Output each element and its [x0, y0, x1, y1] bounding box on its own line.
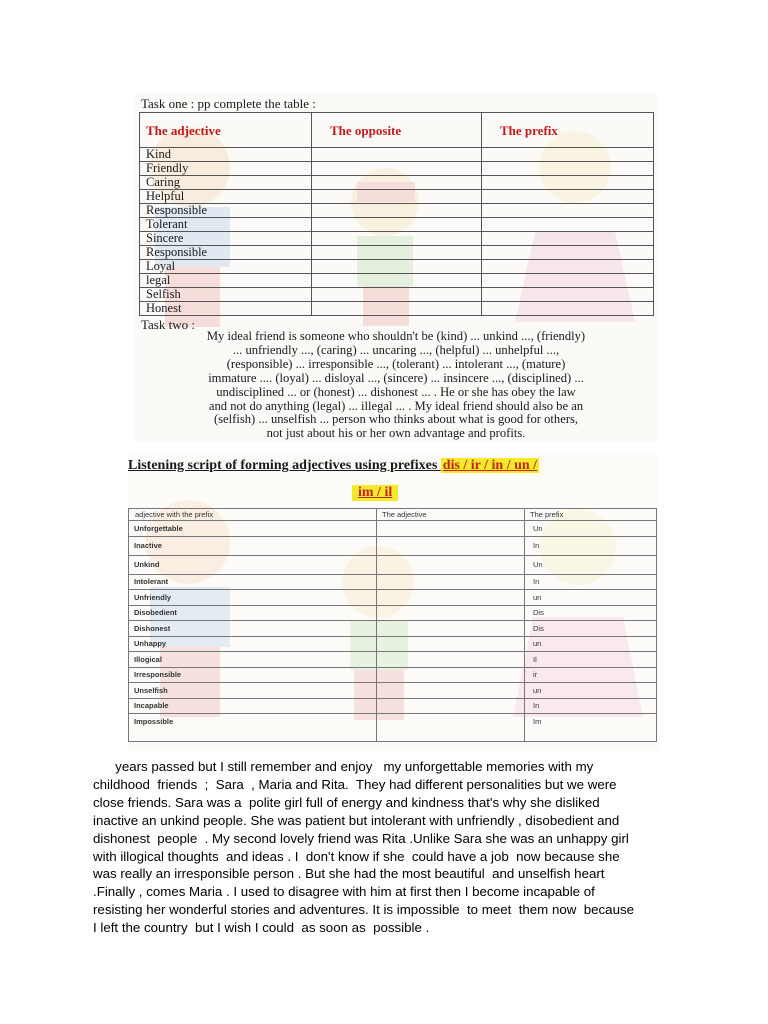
- story-line: dishonest people . My second lovely friend was Rita .Unlike Sara she was an unhappy girl: [93, 830, 629, 846]
- prefix-cell[interactable]: [482, 148, 654, 162]
- prefix-cell: Il: [525, 652, 657, 668]
- prefix-cell[interactable]: [482, 232, 654, 246]
- table-row: [140, 162, 654, 176]
- table-row: [129, 714, 657, 742]
- table-row: [140, 190, 654, 204]
- prefix-cell[interactable]: [482, 302, 654, 316]
- task-two-line: undisciplined ... or (honest) ... dishonest ... . He or she has obey the law: [216, 384, 576, 399]
- story-line: childhood friends ; Sara , Maria and Rita. They had different personalities but we were: [93, 776, 617, 792]
- prefix-cell[interactable]: [482, 218, 654, 232]
- table-row: [140, 148, 654, 162]
- table-row: [129, 521, 657, 537]
- table-row: [140, 288, 654, 302]
- adjective-cell[interactable]: [377, 667, 525, 683]
- table-row: [129, 574, 657, 590]
- task-two-line: and not do anything (legal) ... illegal ... . My ideal friend should also be an: [208, 398, 584, 413]
- prefix-cell[interactable]: [482, 176, 654, 190]
- opposite-cell[interactable]: [312, 148, 482, 162]
- task-two-line: (selfish) ... unselfish ... person who thinks about what is good for others,: [213, 412, 579, 427]
- adjective-cell: Kind: [140, 148, 312, 162]
- header-adjective-with-prefix: adjective with the prefix: [129, 509, 377, 521]
- word-cell: Illogical: [129, 652, 377, 668]
- prefix-cell: Im: [525, 714, 657, 742]
- prefix-cell: Dis: [525, 605, 657, 621]
- opposite-cell[interactable]: [312, 204, 482, 218]
- story-line: close friends. Sara was a polite girl full of energy and kindness that's why she disliked: [93, 794, 600, 810]
- task-two-line: immature .... (loyal) ... disloyal ..., (sincere) ... insincere ..., (disciplined) ...: [208, 370, 584, 385]
- opposite-cell[interactable]: [312, 288, 482, 302]
- prefix-cell[interactable]: [482, 288, 654, 302]
- table-row: [129, 536, 657, 555]
- task-one-title: Task one : pp complete the table :: [141, 96, 316, 111]
- word-cell: Intolerant: [129, 574, 377, 590]
- listening-script-scan: [128, 452, 658, 750]
- prefix-cell[interactable]: [482, 162, 654, 176]
- header-the-adjective: The adjective: [377, 509, 525, 521]
- task-two-line: not just about his or her own advantage and profits.: [266, 426, 526, 441]
- opposite-cell[interactable]: [312, 162, 482, 176]
- opposite-cell[interactable]: [312, 302, 482, 316]
- table-row: [129, 652, 657, 668]
- table-row: [140, 274, 654, 288]
- listening-script-title: Listening script of forming adjectives using prefixes dis / ir / in / un /: [128, 458, 538, 473]
- word-cell: Unfriendly: [129, 590, 377, 606]
- table-row: [140, 232, 654, 246]
- word-cell: Irresponsible: [129, 667, 377, 683]
- adjective-cell[interactable]: [377, 683, 525, 699]
- story-line: inactive an unkind people. She was patient but intolerant with unfriendly , disobedient and: [93, 812, 620, 828]
- task-two-text: [139, 330, 653, 441]
- story-paragraph: [93, 758, 683, 937]
- word-cell: Disobedient: [129, 605, 377, 621]
- opposite-cell[interactable]: [312, 274, 482, 288]
- story-line: with illogical thoughts and ideas . I don't know if she could have a job now because she: [93, 848, 620, 864]
- task-two-label: Task two :: [141, 317, 195, 332]
- opposite-cell[interactable]: [312, 190, 482, 204]
- word-cell: Unforgettable: [129, 521, 377, 537]
- prefix-cell: Un: [525, 555, 657, 574]
- story-line: resisting her wonderful stories and adventures. It is impossible to meet them now because: [93, 902, 635, 918]
- adjective-cell: Helpful: [140, 190, 312, 204]
- prefix-cell: ir: [525, 667, 657, 683]
- prefix-cell: un: [525, 590, 657, 606]
- adjective-cell[interactable]: [377, 605, 525, 621]
- adjective-cell[interactable]: [377, 574, 525, 590]
- table-row: [140, 246, 654, 260]
- word-cell: Incapable: [129, 698, 377, 714]
- table-row: [129, 590, 657, 606]
- word-cell: Inactive: [129, 536, 377, 555]
- table-row: [140, 302, 654, 316]
- adjective-cell[interactable]: [377, 521, 525, 537]
- adjective-cell: Loyal: [140, 260, 312, 274]
- task-two-line: My ideal friend is someone who shouldn't be (kind) ... unkind ..., (friendly): [206, 329, 586, 343]
- table-row: [129, 698, 657, 714]
- adjective-cell: Responsible: [140, 246, 312, 260]
- header-adjective: The adjective: [140, 113, 312, 148]
- adjective-cell: Caring: [140, 176, 312, 190]
- adjective-cell: Honest: [140, 302, 312, 316]
- prefix-cell: In: [525, 536, 657, 555]
- prefix-cell[interactable]: [482, 204, 654, 218]
- adjective-cell[interactable]: [377, 590, 525, 606]
- opposite-cell[interactable]: [312, 260, 482, 274]
- adjective-cell[interactable]: [377, 714, 525, 742]
- table-row: [140, 176, 654, 190]
- adjective-cell: Selfish: [140, 288, 312, 302]
- adjective-cell[interactable]: [377, 555, 525, 574]
- task-one-table: [139, 112, 654, 316]
- adjective-cell: Responsible: [140, 204, 312, 218]
- table-row: [129, 667, 657, 683]
- table-row: [140, 204, 654, 218]
- adjective-cell[interactable]: [377, 536, 525, 555]
- prefix-cell[interactable]: [482, 274, 654, 288]
- table-row: [129, 555, 657, 574]
- opposite-cell[interactable]: [312, 218, 482, 232]
- listening-table: [128, 508, 657, 742]
- prefix-cell: In: [525, 698, 657, 714]
- adjective-cell: Sincere: [140, 232, 312, 246]
- word-cell: Impossible: [129, 714, 377, 742]
- adjective-cell: legal: [140, 274, 312, 288]
- table-row: [129, 683, 657, 699]
- header-prefix: The prefix: [482, 113, 654, 148]
- opposite-cell[interactable]: [312, 246, 482, 260]
- prefix-cell: un: [525, 636, 657, 652]
- word-cell: Unhappy: [129, 636, 377, 652]
- opposite-cell[interactable]: [312, 176, 482, 190]
- adjective-cell[interactable]: [377, 652, 525, 668]
- story-line: I left the country but I wish I could as soon as possible .: [93, 920, 430, 936]
- table-row: [140, 218, 654, 232]
- adjective-cell[interactable]: [377, 636, 525, 652]
- task-two-line: (responsible) ... irresponsible ..., (tolerant) ... intolerant ..., (mature): [226, 356, 566, 371]
- table-row: [129, 605, 657, 621]
- prefix-cell: Un: [525, 521, 657, 537]
- table-row: [129, 636, 657, 652]
- word-cell: Dishonest: [129, 621, 377, 637]
- prefix-cell[interactable]: [482, 190, 654, 204]
- opposite-cell[interactable]: [312, 232, 482, 246]
- prefix-cell[interactable]: [482, 260, 654, 274]
- adjective-cell[interactable]: [377, 698, 525, 714]
- story-line: was really an irresponsible person . But she had the most beautiful and unselfish heart: [93, 866, 605, 882]
- story-line: .Finally , comes Maria . I used to disagree with him at first then I become incapable of: [93, 884, 595, 900]
- prefix-cell: un: [525, 683, 657, 699]
- task-two-line: ... unfriendly ..., (caring) ... uncaring ..., (helpful) ... unhelpful ...,: [232, 342, 560, 357]
- prefix-cell: In: [525, 574, 657, 590]
- word-cell: Unkind: [129, 555, 377, 574]
- adjective-cell[interactable]: [377, 621, 525, 637]
- table-row: [129, 621, 657, 637]
- adjective-cell: Tolerant: [140, 218, 312, 232]
- task-one-scan: [135, 92, 657, 442]
- prefix-highlight-2: im / il: [352, 485, 398, 501]
- adjective-cell: Friendly: [140, 162, 312, 176]
- word-cell: Unselfish: [129, 683, 377, 699]
- story-line: years passed but I still remember and enjoy my unforgettable memories with my: [93, 759, 594, 774]
- prefix-cell[interactable]: [482, 246, 654, 260]
- table-row: [140, 260, 654, 274]
- prefix-highlight: dis / ir / in / un /: [442, 458, 538, 473]
- header-opposite: The opposite: [312, 113, 482, 148]
- prefix-cell: Dis: [525, 621, 657, 637]
- header-the-prefix: The prefix: [525, 509, 657, 521]
